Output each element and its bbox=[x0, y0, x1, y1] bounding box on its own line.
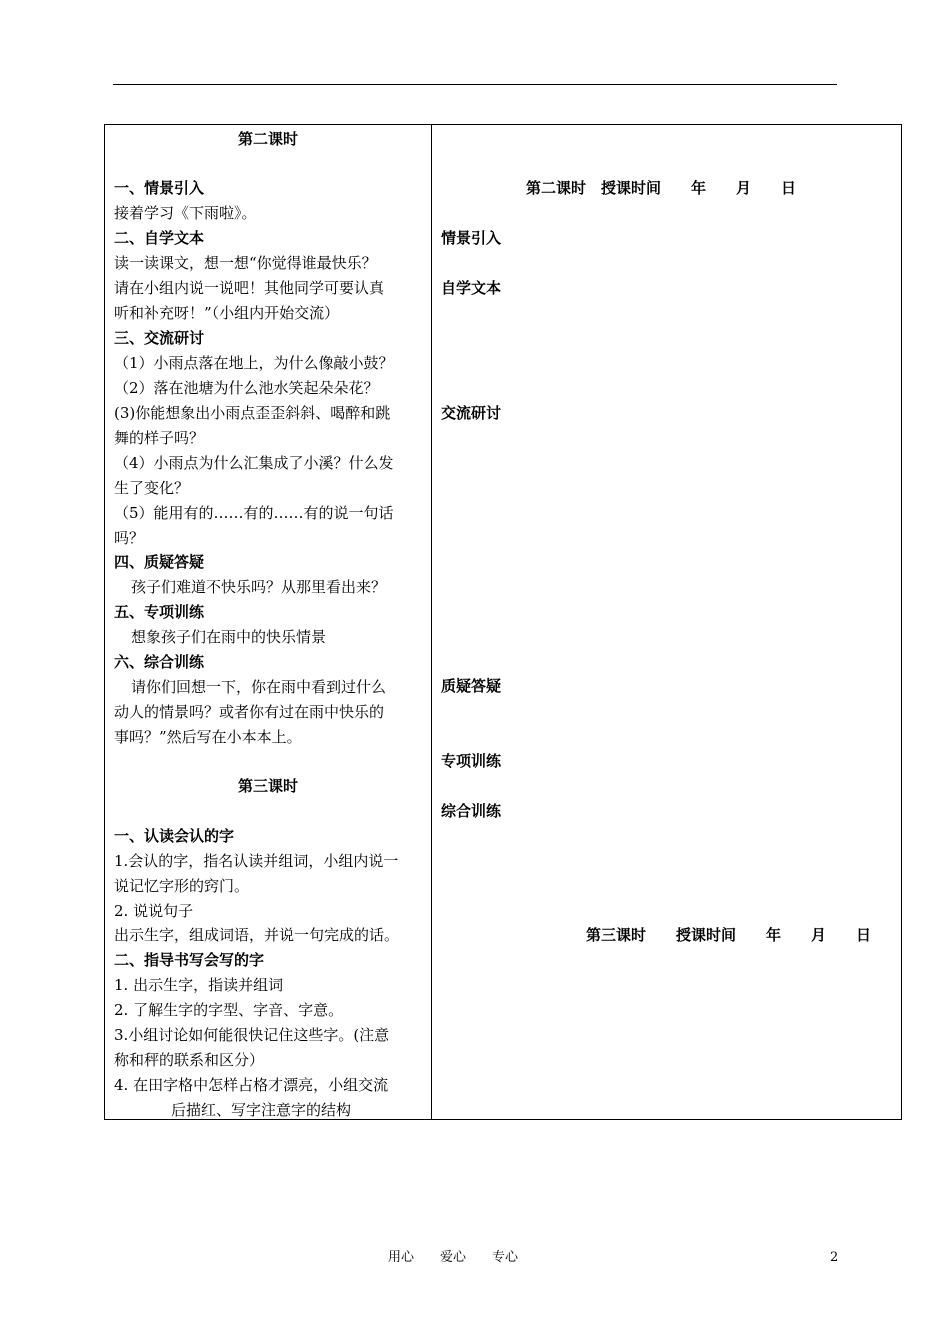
s2-line: 听和补充呀！”（小组内开始交流） bbox=[114, 304, 340, 322]
column-divider bbox=[431, 125, 432, 1119]
t2-line: 后描红、写字注意字的结构 bbox=[171, 1101, 352, 1119]
label-qa: 质疑答疑 bbox=[441, 677, 502, 695]
s3-line: 吗？ bbox=[114, 529, 145, 547]
s6-line: 请你们回想一下，你在雨中看到过什么 bbox=[131, 678, 387, 696]
t2-heading: 二、指导书写会写的字 bbox=[114, 951, 265, 969]
s3-line: 舞的样子吗？ bbox=[114, 429, 205, 447]
s3-line: (3)你能想象出小雨点歪歪斜斜、喝醉和跳 bbox=[114, 404, 391, 422]
s2-line: 请在小组内说一说吧！其他同学可要认真 bbox=[114, 279, 385, 297]
s5-heading: 五、专项训练 bbox=[114, 603, 205, 621]
t2-line: 2. 了解生字的字型、字音、字意。 bbox=[114, 1001, 344, 1019]
label-special: 专项训练 bbox=[441, 752, 502, 770]
s2-line: 读一读课文，想一想“你觉得谁最快乐？ bbox=[114, 254, 377, 272]
t2-line: 称和秤的联系和区分） bbox=[114, 1051, 265, 1069]
s1-text: 接着学习《下雨啦》。 bbox=[114, 204, 257, 222]
header-rule bbox=[113, 84, 837, 85]
s3-line: （5）能用有的……有的……有的说一句话 bbox=[114, 504, 394, 522]
s1-heading: 一、情景引入 bbox=[114, 179, 205, 197]
page-number: 2 bbox=[830, 1250, 839, 1265]
label-comprehensive: 综合训练 bbox=[441, 802, 502, 820]
label-intro: 情景引入 bbox=[441, 229, 502, 247]
s3-line: （4）小雨点为什么汇集成了小溪？什么发 bbox=[114, 454, 394, 472]
s3-line: （2）落在池塘为什么池水笑起朵朵花？ bbox=[114, 379, 379, 397]
t1-line: 1.会认的字，指名认读并组词，小组内说一 bbox=[114, 852, 399, 870]
t1-line: 说记忆字形的窍门。 bbox=[114, 877, 250, 895]
t1-line: 出示生字，组成词语，并说一句完成的话。 bbox=[114, 926, 400, 944]
s3-line: 生了变化？ bbox=[114, 479, 190, 497]
s5-text: 想象孩子们在雨中的快乐情景 bbox=[131, 628, 327, 646]
s3-line: （1）小雨点落在地上，为什么像敲小鼓？ bbox=[114, 354, 394, 372]
s4-heading: 四、质疑答疑 bbox=[114, 553, 205, 571]
t1-line: 2. 说说句子 bbox=[114, 902, 194, 920]
lesson-plan-table bbox=[104, 124, 902, 1120]
s6-line: 动人的情景吗？或者你有过在雨中快乐的 bbox=[114, 703, 385, 721]
s2-heading: 二、自学文本 bbox=[114, 229, 205, 247]
lesson2-title: 第二课时 bbox=[237, 130, 298, 148]
t2-line: 1. 出示生字，指读并组词 bbox=[114, 976, 284, 994]
t2-line: 4. 在田字格中怎样占格才漂亮，小组交流 bbox=[114, 1076, 389, 1094]
t1-heading: 一、认读会认的字 bbox=[114, 827, 235, 845]
lesson3-title: 第三课时 bbox=[237, 777, 298, 795]
s3-heading: 三、交流研讨 bbox=[114, 329, 205, 347]
label-discussion: 交流研讨 bbox=[441, 404, 502, 422]
lesson2-schedule-header: 第二课时 授课时间 年 月 日 bbox=[526, 179, 797, 197]
t2-line: 3.小组讨论如何能很快记住这些字。(注意 bbox=[114, 1026, 390, 1044]
s6-line: 事吗？”然后写在小本本上。 bbox=[114, 728, 302, 746]
s6-heading: 六、综合训练 bbox=[114, 653, 205, 671]
footer-motto: 用心 爱心 专心 bbox=[388, 1250, 519, 1265]
s4-text: 孩子们难道不快乐吗？从那里看出来？ bbox=[131, 578, 387, 596]
lesson3-schedule-header: 第三课时 授课时间 年 月 日 bbox=[586, 926, 872, 944]
label-self-study: 自学文本 bbox=[441, 279, 502, 297]
